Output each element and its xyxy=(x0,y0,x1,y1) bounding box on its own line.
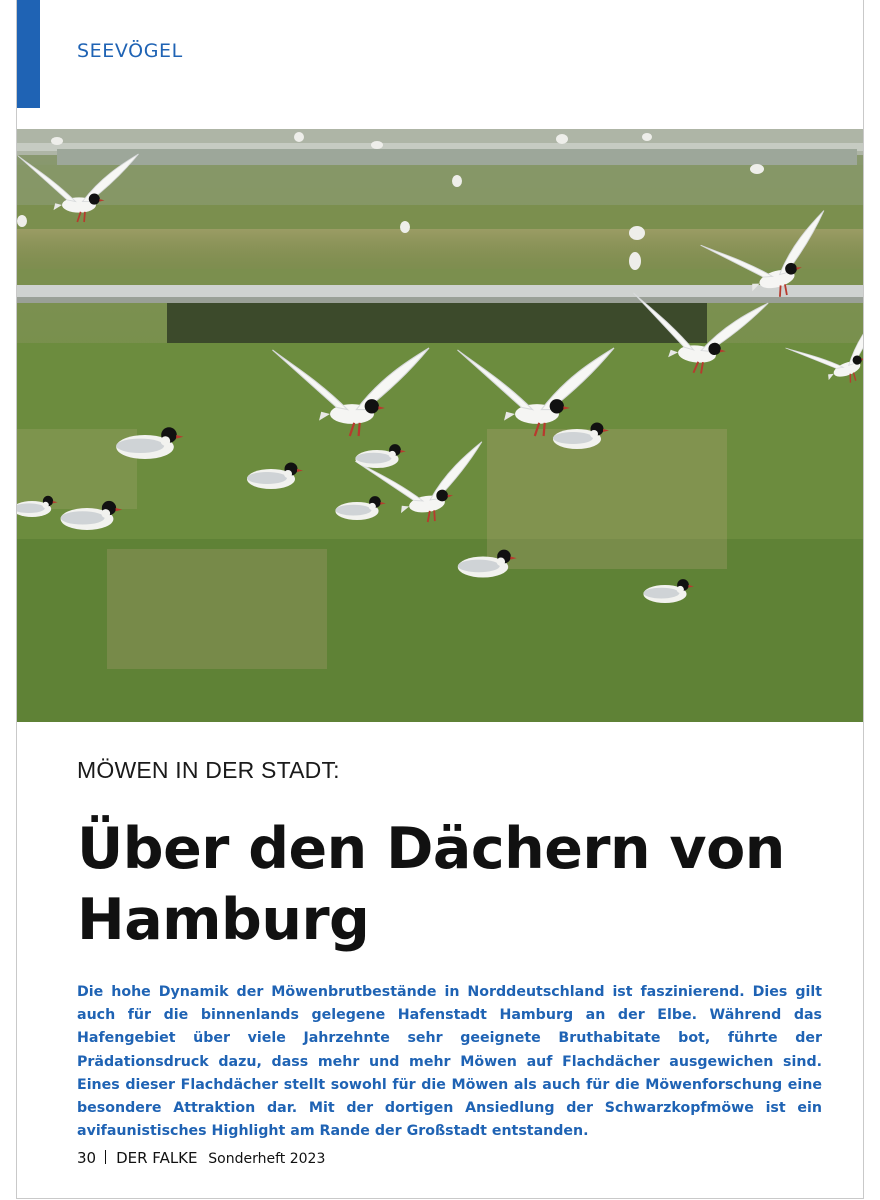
section-accent-bar xyxy=(17,0,40,108)
article-lead: Die hohe Dynamik der Möwenbrutbestände in Norddeutschland ist faszinierend. Dies gilt auch für die binnenlands gelegene Hafenstadt Hamburg an der Elbe. Während das Hafengebiet über viele Jahrzehnte sehr geeignete Bruthabitate bot, führte der Prädationsdruck dazu, dass mehr und mehr Möwen auf Flachdächer ausgewichen sind. Eines dieser Flachdächer stellt sowohl für die Möwen als auch für die Möwenforschung eine besondere Attraktion dar. Mit der dortigen Ansiedlung der Schwarzkopfmöwe ist ein avifaunistisches Highlight am Rande der Großstadt entstanden. xyxy=(77,984,822,1140)
magazine-name: DER FALKE xyxy=(116,1149,198,1167)
page-footer xyxy=(77,1149,325,1167)
article-kicker: MÖWEN IN DER STADT: xyxy=(77,757,340,783)
issue-label: Sonderheft 2023 xyxy=(208,1151,326,1167)
section-label: SEEVÖGEL xyxy=(77,40,183,62)
gull-colony-photo xyxy=(17,129,863,722)
hero-photo xyxy=(17,129,863,722)
page-number: 30 xyxy=(77,1149,97,1167)
footer-separator xyxy=(105,1150,106,1164)
article-headline: Über den Dächern von Hamburg xyxy=(77,816,785,953)
